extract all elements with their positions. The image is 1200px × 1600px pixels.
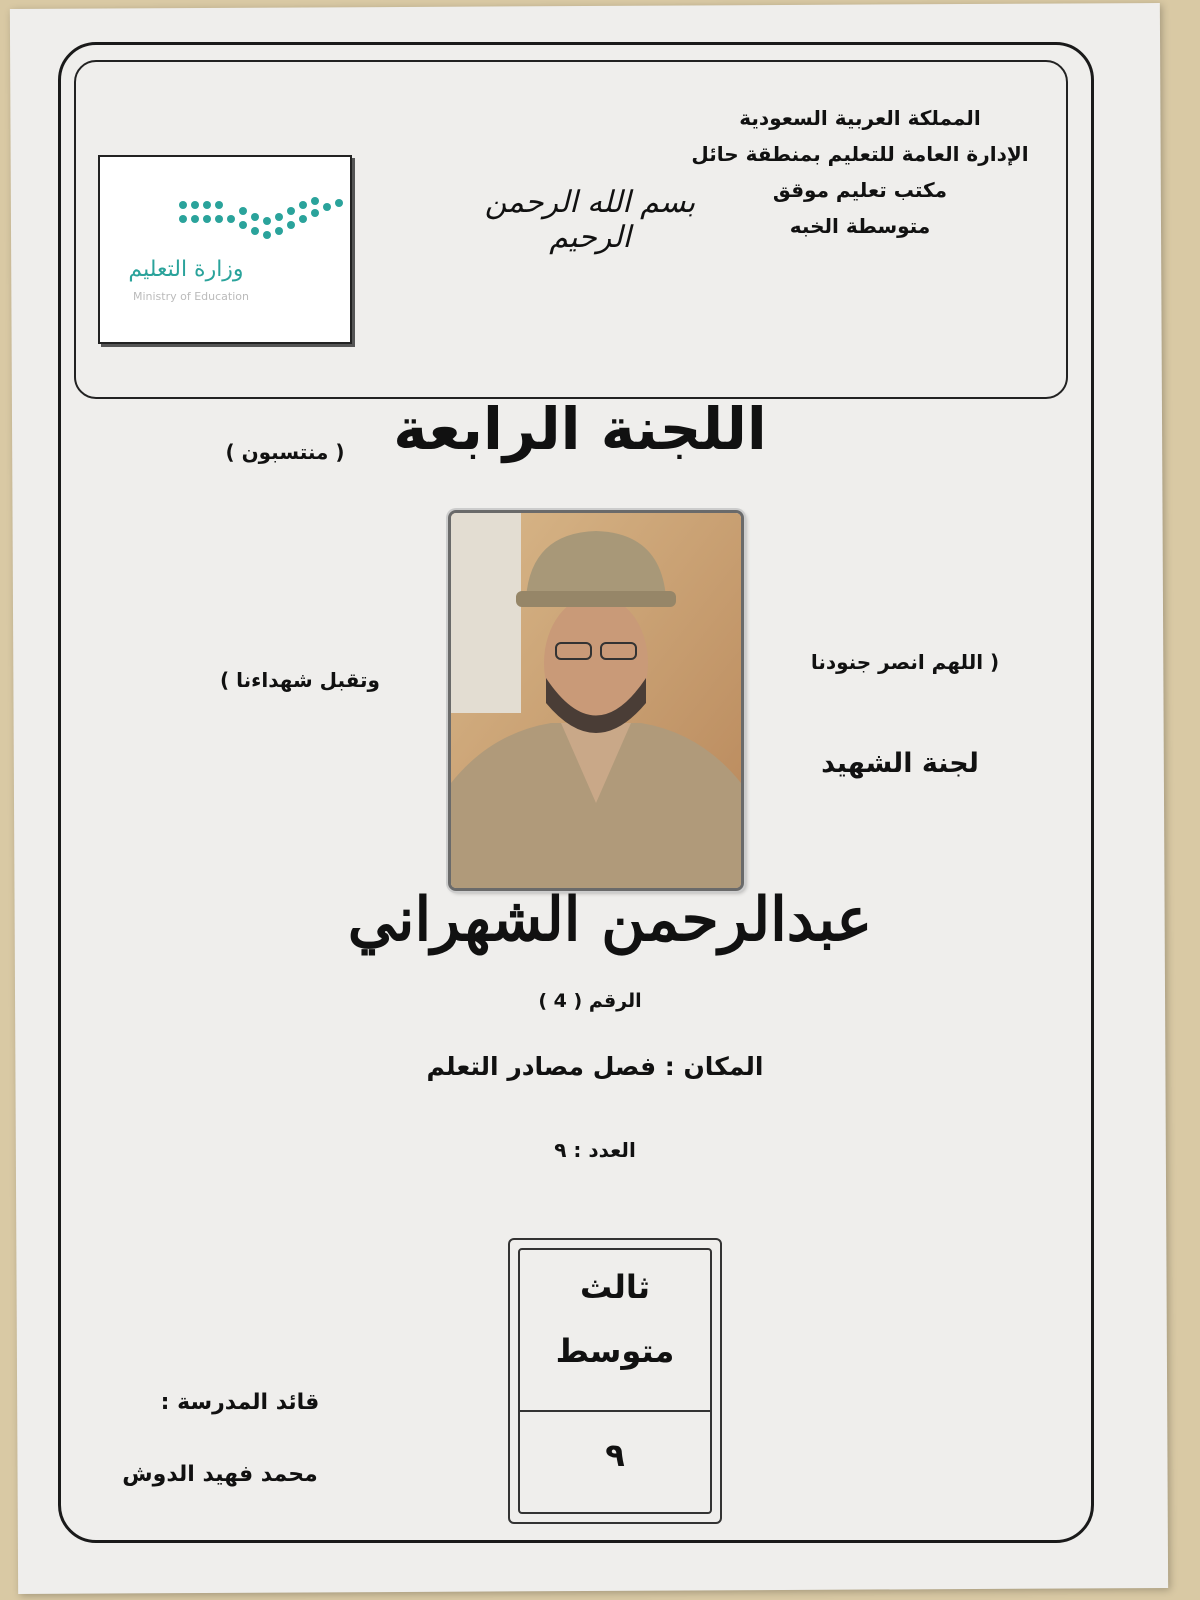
grade-section-number: ٩ [605,1436,625,1474]
page-subtitle: ( منتسبون ) [225,440,345,464]
grade-line-1: ثالث [580,1268,650,1306]
committee-name: لجنة الشهيد [821,748,979,779]
principal-label: قائد المدرسة : [160,1390,320,1415]
page-title: اللجنة الرابعة [393,395,767,463]
ministry-logo [98,155,352,344]
logo-english-text: Ministry of Education [132,290,249,303]
header-line-3: مكتب تعليم موقق [772,178,948,202]
header-line-4: متوسطة الخبه [789,214,931,238]
prayer-text-right: ( اللهم انصر جنودنا [810,650,1000,674]
soldier-portrait-image [451,513,741,888]
basmala-calligraphy: بسم الله الرحمن الرحيم [484,185,696,255]
grade-divider [518,1410,712,1412]
martyr-name: عبدالرحمن الشهراني [347,885,873,955]
grade-box [508,1238,722,1524]
header-line-2: الإدارة العامة للتعليم بمنطقة حائل [691,142,1029,166]
header-text [680,100,1040,244]
logo-dots-icon [175,195,345,255]
martyr-photo [448,510,744,891]
principal-name: محمد فهيد الدوش [122,1462,318,1487]
grade-line-2: متوسط [555,1332,675,1370]
location-text: المكان : فصل مصادر التعلم [426,1052,764,1081]
count-text: العدد : ٩ [554,1138,636,1162]
logo-arabic-text: وزارة التعليم [128,257,244,282]
header-line-1: المملكة العربية السعودية [739,106,981,130]
committee-number: الرقم ( 4 ) [538,990,642,1012]
prayer-text-left: وتقبل شهداءنا ) [220,668,380,692]
